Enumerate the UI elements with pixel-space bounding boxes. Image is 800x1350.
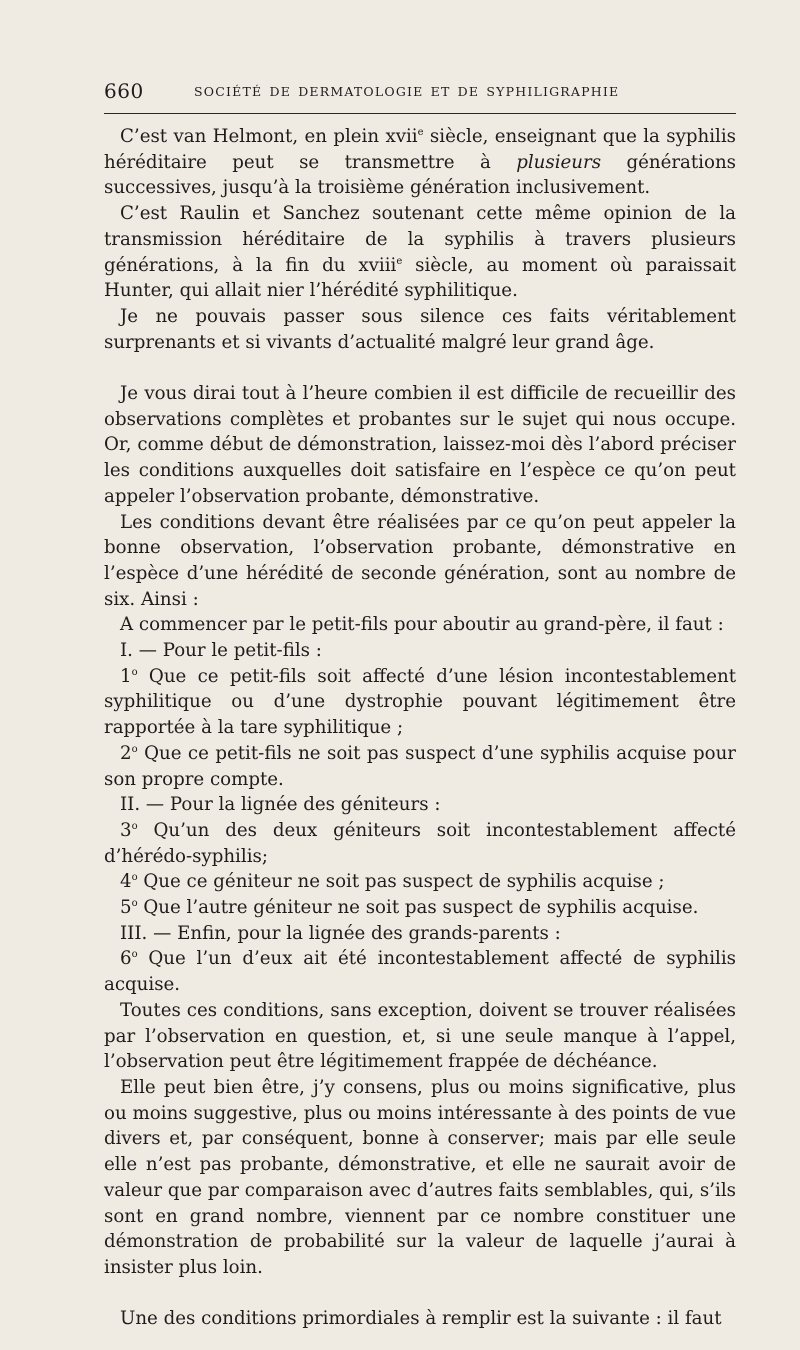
condition-number: 6 bbox=[120, 948, 132, 970]
paragraph-raulin-sanchez bbox=[104, 201, 736, 304]
superscript: o bbox=[131, 898, 138, 910]
condition-number: 3 bbox=[120, 819, 132, 841]
text-run: C’est Raulin et Sanchez soutenant cette même opinion de la transmission héréditaire de la syphilis à travers plusieurs générations, à la fin du bbox=[104, 203, 736, 276]
condition-text: Que ce petit-fils ne soit pas suspect d’une syphilis acquise pour son propre compte. bbox=[104, 742, 736, 790]
condition-text: Qu’un des deux géniteurs soit incontestablement affecté d’hérédo-syphilis; bbox=[104, 819, 736, 867]
body-text bbox=[104, 124, 736, 1332]
condition-2 bbox=[104, 741, 736, 792]
condition-5 bbox=[104, 895, 736, 921]
paragraph-observations: Je vous dirai tout à l’heure combien il est difficile de recueillir des observations complètes et probantes sur le sujet qui nous occupe. Or, comme début de démonstration, laissez-moi dès l’abord préciser les conditions auxquelles doit satisfaire en l’espèce ce qu’on peut appeler l’observation probante, démonstrative. bbox=[104, 383, 736, 507]
italic-word: plusieurs bbox=[516, 151, 602, 173]
paragraph-elle-peut: Elle peut bien être, j’y consens, plus ou moins significative, plus ou moins suggestive, plus ou moins intéressante à des points de vue divers et, par conséquent, bonne à conserver; mais par elle seule elle n’est pas probante, démonstrative, et elle ne saurait avoir de valeur que par comparaison avec d’autres faits semblables, qui, s’ils sont en grand nombre, viennent par ce nombre constituer une démonstration de probabilité sur la valeur de laquelle j’aurai à insister plus loin. bbox=[104, 1077, 736, 1278]
text-run: siècle, au moment où paraissait Hunter, qui allait nier l’hérédité syphilitique. bbox=[104, 254, 737, 302]
section-heading-petit-fils: I. — Pour le petit-fils : bbox=[120, 640, 322, 662]
section-heading-grands-parents: III. — Enfin, pour la lignée des grands-parents : bbox=[120, 922, 561, 944]
century-numeral: xviii bbox=[358, 254, 397, 276]
condition-6 bbox=[104, 946, 736, 997]
paragraph-commencer: A commencer par le petit-fils pour aboutir au grand-père, il faut : bbox=[120, 614, 724, 636]
superscript: e bbox=[417, 126, 424, 138]
paragraph-toutes-conditions: Toutes ces conditions, sans exception, doivent se trouver réalisées par l’observation en question, et, si une seule manque à l’appel, l’observation peut être légitimement frappée de déchéance. bbox=[104, 999, 736, 1073]
condition-1 bbox=[104, 664, 736, 741]
condition-3 bbox=[104, 818, 736, 869]
condition-text: Que l’un d’eux ait été incontestablement affecté de syphilis acquise. bbox=[104, 948, 736, 996]
superscript: o bbox=[131, 949, 138, 961]
century-numeral: xvii bbox=[385, 126, 418, 147]
superscript: e bbox=[396, 255, 403, 267]
paragraph-van-helmont bbox=[104, 124, 736, 201]
superscript: o bbox=[131, 872, 138, 884]
superscript: o bbox=[131, 820, 138, 832]
running-title: SOCIÉTÉ DE DERMATOLOGIE ET DE SYPHILIGRAPHIE bbox=[194, 84, 620, 99]
text-run: générations successives, jusqu’à la troisième génération inclusivement. bbox=[104, 151, 736, 199]
condition-number: 2 bbox=[120, 742, 132, 764]
condition-text: Que ce géniteur ne soit pas suspect de syphilis acquise ; bbox=[137, 871, 665, 893]
condition-text: Que l’autre géniteur ne soit pas suspect de syphilis acquise. bbox=[137, 897, 699, 919]
paragraph-primordiales: Une des conditions primordiales à remplir est la suivante : il faut bbox=[120, 1308, 722, 1330]
superscript: o bbox=[131, 666, 138, 678]
superscript: o bbox=[131, 743, 138, 755]
header-rule bbox=[104, 113, 736, 114]
text-run: siècle, enseignant que la syphilis héréditaire peut se transmettre à bbox=[104, 126, 736, 173]
text-run: C’est van Helmont, en plein bbox=[120, 126, 386, 147]
condition-number: 1 bbox=[120, 665, 132, 687]
page-header bbox=[104, 79, 736, 105]
condition-number: 5 bbox=[120, 897, 132, 919]
condition-text: Que ce petit-fils soit affecté d’une lésion incontestablement syphilitique ou d’une dystrophie pouvant légitimement être rapportée à la tare syphilitique ; bbox=[104, 665, 736, 739]
condition-4 bbox=[104, 869, 736, 895]
section-heading-geniteurs: II. — Pour la lignée des géniteurs : bbox=[120, 794, 441, 816]
paragraph-silence: Je ne pouvais passer sous silence ces faits véritablement surprenants et si vivants d’actualité malgré leur grand âge. bbox=[104, 305, 736, 353]
condition-number: 4 bbox=[120, 871, 132, 893]
page-number: 660 bbox=[104, 79, 144, 103]
paragraph-conditions: Les conditions devant être réalisées par ce qu’on peut appeler la bonne observation, l’observation probante, démonstrative en l’espèce d’une hérédité de seconde génération, sont au nombre de six. Ainsi : bbox=[104, 511, 736, 610]
